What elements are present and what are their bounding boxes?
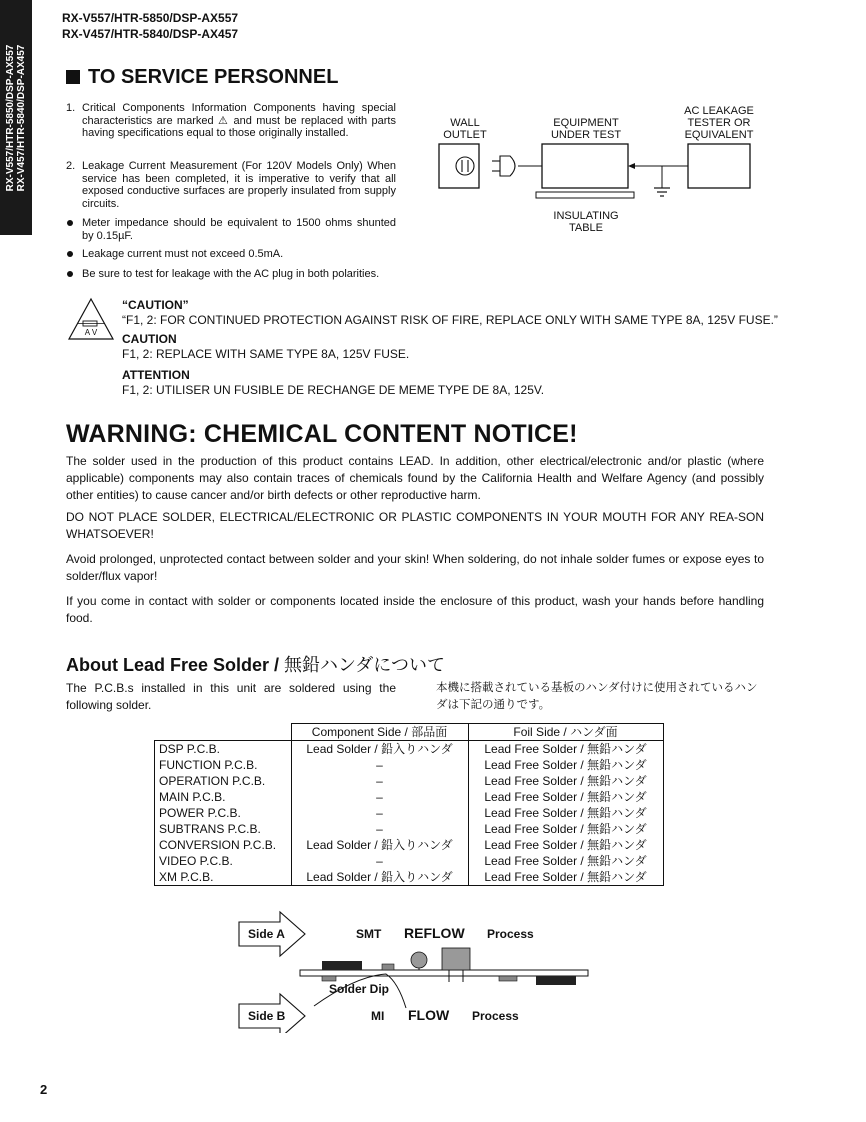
service-bullet-2	[66, 248, 396, 261]
table-cell: FUNCTION P.C.B.	[155, 757, 292, 773]
table-cell: –	[291, 789, 468, 805]
service-bullet-3	[66, 268, 396, 281]
header-models	[62, 10, 238, 42]
table-cell: –	[291, 821, 468, 837]
wall-outlet-label-2: OUTLET	[443, 129, 487, 141]
table-row	[155, 757, 664, 773]
page-number: 2	[40, 1082, 48, 1097]
capacitor-part	[411, 952, 427, 968]
service-bullet-2-text: Leakage current must not exceed 0.5mA.	[82, 248, 284, 260]
table-cell: Lead Solder / 鉛入りハンダ	[291, 741, 468, 758]
table-cell: Lead Free Solder / 無鉛ハンダ	[468, 869, 663, 886]
table-cell: –	[291, 853, 468, 869]
process-a-label: Process	[487, 927, 534, 941]
fuse-warning-triangle-icon	[66, 296, 116, 342]
solder-table-header	[155, 724, 664, 741]
table-cell: –	[291, 805, 468, 821]
attention-heading: ATTENTION	[122, 368, 190, 382]
caution-block	[122, 298, 842, 398]
table-cell: Lead Free Solder / 無鉛ハンダ	[468, 821, 663, 837]
table-cell: XM P.C.B.	[155, 869, 292, 886]
plug-icon	[492, 156, 542, 176]
table-cell: Lead Free Solder / 無鉛ハンダ	[468, 773, 663, 789]
side-b-label: Side B	[248, 1009, 286, 1023]
bullet-dot-icon	[67, 271, 73, 277]
table-cell: Lead Free Solder / 無鉛ハンダ	[468, 805, 663, 821]
table-cell: Lead Free Solder / 無鉛ハンダ	[468, 853, 663, 869]
bullet-dot-icon	[67, 251, 73, 257]
caution-text-1: “F1, 2: FOR CONTINUED PROTECTION AGAINST RISK OF FIRE, REPLACE ONLY WITH SAME TYPE 8A, 125V FUSE.”	[122, 313, 778, 327]
caution-text-2: F1, 2: REPLACE WITH SAME TYPE 8A, 125V FUSE.	[122, 347, 410, 361]
table-cell: MAIN P.C.B.	[155, 789, 292, 805]
square-bullet-icon	[66, 70, 80, 84]
side-a-label: Side A	[248, 927, 285, 941]
caution-heading-1: “CAUTION”	[122, 298, 189, 312]
table-cell: OPERATION P.C.B.	[155, 773, 292, 789]
table-cell: SUBTRANS P.C.B.	[155, 821, 292, 837]
service-item-2-number: 2.	[66, 160, 76, 172]
table-cell: –	[291, 773, 468, 789]
wall-outlet-label-1: WALL	[450, 117, 480, 129]
service-section-title	[66, 66, 338, 89]
service-item-1-number: 1.	[66, 102, 76, 114]
table-cell: –	[291, 757, 468, 773]
insulating-label-2: TABLE	[568, 222, 604, 234]
solder-dip-label: Solder Dip	[329, 982, 390, 996]
table-row	[155, 853, 664, 869]
service-item-2-text: Leakage Current Measurement (For 120V Models Only) When service has been completed, it is imperative to verify that all exposed conductive surfaces are properly insulated from supply circuits.	[82, 160, 396, 210]
flow-label: FLOW	[408, 1007, 450, 1023]
smt-chip-top	[322, 961, 362, 970]
service-item-1	[66, 102, 396, 140]
ac-leakage-label-3: EQUIVALENT	[684, 129, 754, 141]
soldering-process-diagram	[236, 908, 616, 1033]
warning-paragraph-1: The solder used in the production of this product contains LEAD. In addition, other electrical/electronic and/or plastic (where applicable) components may also contain traces of chemicals found by the California Health and Welfare Agency (and possibly other entities) to cause cancer and/or birth defects or other reproductive harm.	[66, 454, 764, 502]
smt-label: SMT	[356, 927, 382, 941]
pcb-board	[300, 970, 588, 976]
side-tab-line1: RX-V557/HTR-5850/DSP-AX557	[5, 44, 16, 192]
service-bullet-1	[66, 217, 396, 242]
bottom-part-1	[322, 976, 336, 981]
solder-table	[154, 723, 664, 886]
service-item-1-text: Critical Components Information Components having special characteristics are marked ⚠ and must be replaced with parts having specifications equal to those originally installed.	[82, 102, 396, 139]
lead-free-title-jp: 無鉛ハンダについて	[284, 655, 445, 675]
lead-free-text-jp: 本機に搭載されている基板のハンダ付けに使用されているハンダは下記の通りです。	[436, 682, 758, 711]
header-cell-component-side: Component Side / 部品面	[291, 724, 468, 741]
table-cell: Lead Free Solder / 無鉛ハンダ	[468, 757, 663, 773]
warning-paragraph-2: DO NOT PLACE SOLDER, ELECTRICAL/ELECTRONIC OR PLASTIC COMPONENTS IN YOUR MOUTH FOR ANY REA-SON WHATSOEVER!	[66, 510, 764, 541]
ac-leakage-label-2: TESTER OR	[687, 117, 751, 129]
lead-free-title	[66, 651, 445, 677]
table-cell: Lead Free Solder / 無鉛ハンダ	[468, 789, 663, 805]
table-row	[155, 789, 664, 805]
service-item-2	[66, 160, 396, 210]
side-tab-line2: RX-V457/HTR-5840/DSP-AX457	[16, 44, 27, 192]
through-hole-part	[442, 948, 470, 970]
bottom-part-2	[499, 976, 517, 981]
table-cell: CONVERSION P.C.B.	[155, 837, 292, 853]
ac-leakage-label-1: AC LEAKAGE	[684, 105, 754, 117]
equipment-box	[542, 144, 628, 188]
process-b-label: Process	[472, 1009, 519, 1023]
table-cell: VIDEO P.C.B.	[155, 853, 292, 869]
equipment-label-1: EQUIPMENT	[553, 117, 619, 129]
header-cell-empty	[155, 724, 292, 741]
fuse-symbol-label: A V	[84, 328, 98, 337]
table-row	[155, 741, 664, 758]
table-cell: Lead Free Solder / 無鉛ハンダ	[468, 741, 663, 758]
side-tab-text	[5, 45, 27, 192]
table-cell: DSP P.C.B.	[155, 741, 292, 758]
smt-chip-bottom	[536, 976, 576, 985]
equipment-label-2: UNDER TEST	[550, 129, 622, 141]
mi-label: MI	[371, 1009, 385, 1023]
table-row	[155, 805, 664, 821]
header-models-line2: RX-V457/HTR-5840/DSP-AX457	[62, 27, 239, 41]
warning-paragraph-3: Avoid prolonged, unprotected contact between solder and your skin! When soldering, do not inhale solder fumes or expose eyes to solder/flux vapor!	[66, 552, 764, 583]
table-row	[155, 869, 664, 886]
table-cell: Lead Solder / 鉛入りハンダ	[291, 869, 468, 886]
service-bullet-3-text: Be sure to test for leakage with the AC plug in both polarities.	[82, 268, 380, 280]
ground-symbol-icon	[654, 166, 670, 196]
table-cell: Lead Free Solder / 無鉛ハンダ	[468, 837, 663, 853]
service-bullet-1-text: Meter impedance should be equivalent to 1500 ohms shunted by 0.15µF.	[82, 217, 396, 242]
service-title-text: TO SERVICE PERSONNEL	[88, 66, 339, 88]
warning-title: WARNING: CHEMICAL CONTENT NOTICE!	[66, 420, 578, 448]
bullet-dot-icon	[67, 220, 73, 226]
table-cell: POWER P.C.B.	[155, 805, 292, 821]
reflow-label: REFLOW	[404, 925, 465, 941]
lead-free-title-en: About Lead Free Solder /	[66, 655, 285, 675]
insulating-label-1: INSULATING	[553, 210, 619, 222]
warning-paragraph-4: If you come in contact with solder or components located inside the enclosure of this product, wash your hands before handling food.	[66, 594, 764, 625]
caution-heading-2: CAUTION	[122, 332, 177, 346]
arrow-left-icon	[628, 163, 635, 169]
table-row	[155, 821, 664, 837]
attention-text: F1, 2: UTILISER UN FUSIBLE DE RECHANGE DE MEME TYPE DE 8A, 125V.	[122, 383, 545, 397]
tester-box	[688, 144, 750, 188]
insulating-table	[536, 192, 634, 198]
header-cell-foil-side: Foil Side / ハンダ面	[468, 724, 663, 741]
leakage-test-diagram	[430, 100, 780, 240]
outlet-socket-icon	[456, 157, 474, 175]
header-models-line1: RX-V557/HTR-5850/DSP-AX557	[62, 11, 239, 25]
table-cell: Lead Solder / 鉛入りハンダ	[291, 837, 468, 853]
lead-free-text-en: The P.C.B.s installed in this unit are soldered using the following solder.	[66, 681, 396, 712]
table-row	[155, 837, 664, 853]
side-tab	[0, 0, 32, 235]
wall-outlet-box	[439, 144, 479, 188]
smt-small-part	[382, 964, 394, 970]
table-row	[155, 773, 664, 789]
